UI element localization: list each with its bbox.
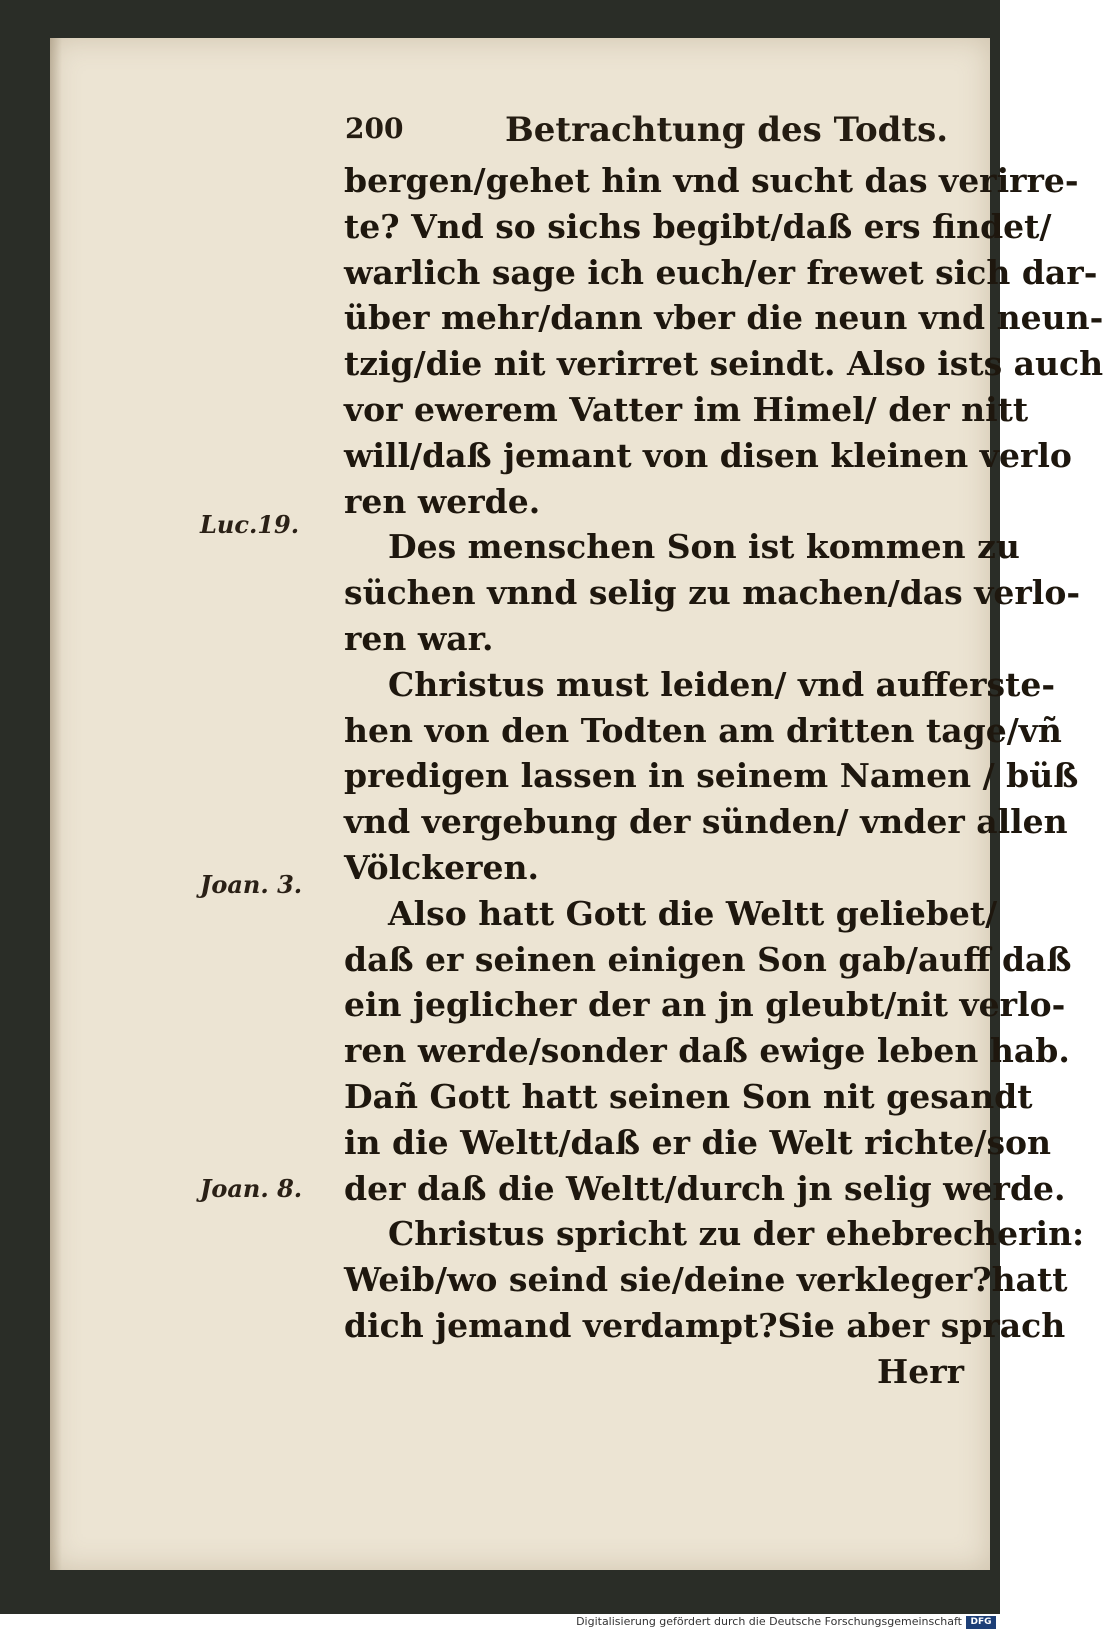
text-line: ein jeglicher der an jn gleubt/nit verlo- [344, 985, 1066, 1025]
page-header [345, 106, 965, 150]
dfg-logo: DFG [966, 1616, 996, 1629]
page-gutter-shadow [50, 38, 62, 1570]
text-line: bergen/gehet hin vnd sucht das verirre- [344, 161, 1079, 200]
page-number: 200 [345, 112, 404, 145]
text-line: Also hatt Gott die Weltt geliebet/ [388, 893, 998, 933]
text-line: vnd vergebung der sünden/ vnder allen [344, 802, 1068, 842]
text-line: ren war. [344, 618, 494, 658]
main-text-block [344, 158, 1103, 1395]
catchword: Herr [877, 1351, 964, 1391]
text-line: Völckeren. [344, 847, 539, 887]
text-line: über mehr/dann vber die neun vnd neun- [344, 298, 1103, 338]
running-title: Betrachtung des Todts. [505, 110, 949, 150]
text-line: süchen vnnd selig zu machen/das verlo- [344, 573, 1081, 613]
text-line: Christus must leiden/ vnd aufferste- [388, 664, 1056, 704]
text-line: Des menschen Son ist kommen zu [388, 527, 1020, 567]
text-line: hen von den Todten am dritten tage/vñ [344, 710, 1062, 750]
text-line: der daß die Weltt/durch jn selig werde. [344, 1168, 1066, 1208]
text-line: warlich sage ich euch/er frewet sich dar- [344, 252, 1098, 292]
digitization-footer [0, 1614, 1000, 1633]
text-line: dich jemand verdampt?Sie aber sprach [344, 1305, 1066, 1345]
text-line: Dañ Gott hatt seinen Son nit gesandt [344, 1076, 1033, 1116]
margin-note-luke: Luc.19. [200, 510, 300, 539]
text-line: in die Weltt/daß er die Welt richte/son [344, 1122, 1052, 1162]
text-line: ren werde/sonder daß ewige leben hab. [344, 1031, 1070, 1071]
text-line: Weib/wo seind sie/deine verkleger?hatt [344, 1260, 1068, 1300]
margin-note-john-3: Joan. 3. [200, 870, 303, 899]
text-line: Christus spricht zu der ehebrecherin: [388, 1214, 1085, 1254]
text-line: predigen lassen in seinem Namen / büß [344, 756, 1079, 796]
text-line: tzig/die nit verirret seindt. Also ists auch [344, 344, 1103, 384]
text-line: daß er seinen einigen Son gab/auff daß [344, 939, 1072, 979]
text-line: te? Vnd so sichs begibt/daß ers findet/ [344, 206, 1052, 246]
text-line: vor ewerem Vatter im Himel/ der nitt [344, 389, 1029, 429]
margin-note-john-8: Joan. 8. [200, 1174, 303, 1203]
text-line: ren werde. [344, 481, 541, 521]
text-line: will/daß jemant von disen kleinen verlo [344, 435, 1072, 475]
footer-credit: Digitalisierung gefördert durch die Deutsche Forschungsgemeinschaft [576, 1615, 962, 1628]
